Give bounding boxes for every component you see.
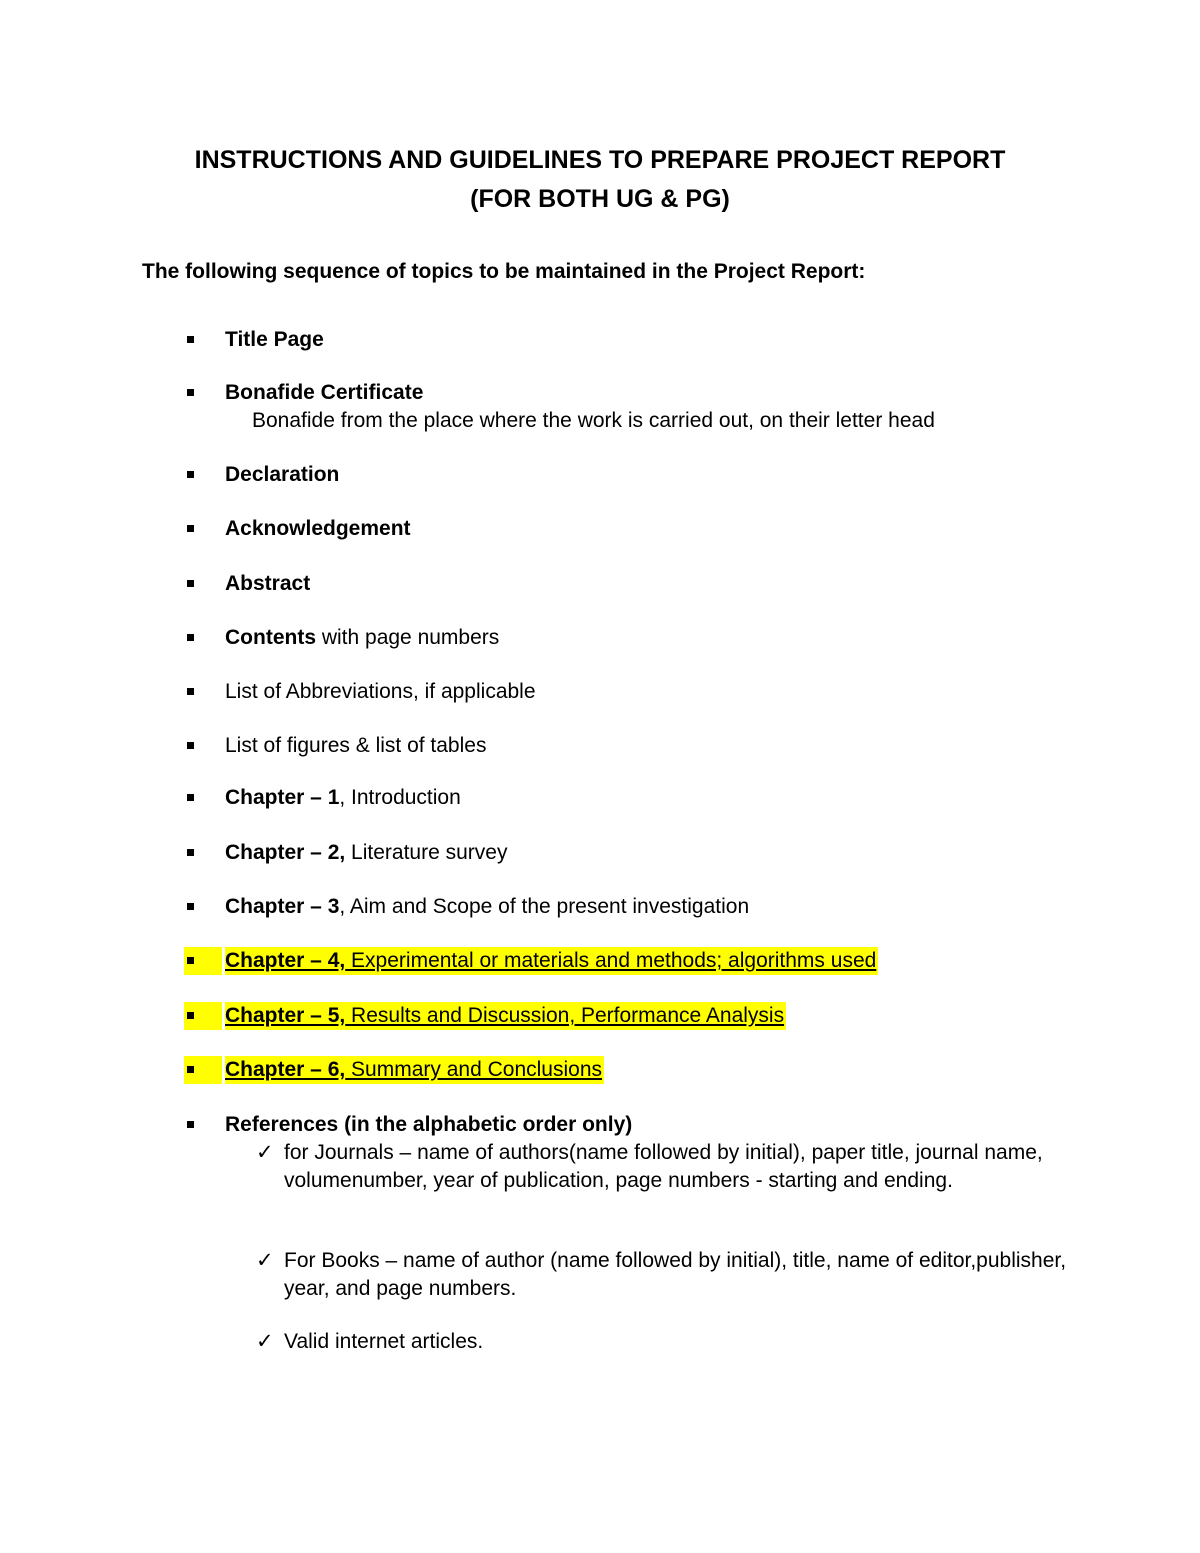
bullet-icon	[187, 1066, 194, 1073]
reference-internet-text: Valid internet articles.	[284, 1330, 484, 1353]
item-bold: Acknowledgement	[225, 517, 411, 540]
bullet-icon	[187, 471, 194, 478]
bullet-icon	[187, 688, 194, 695]
item-text: Results and Discussion, Performance Analysis	[345, 1004, 785, 1027]
document-title-line-1: INSTRUCTIONS AND GUIDELINES TO PREPARE PROJECT REPORT	[194, 146, 1006, 174]
item-bold: Abstract	[225, 572, 311, 595]
bullet-icon	[187, 794, 194, 801]
item-bold: Chapter – 4,	[225, 949, 346, 972]
item-bold: Contents	[225, 626, 316, 649]
bullet-icon	[187, 634, 194, 641]
bullet-icon	[187, 336, 194, 343]
bullet-icon	[187, 957, 194, 964]
checkmark-icon: ✓	[256, 1330, 274, 1353]
bullet-icon	[187, 389, 194, 396]
bullet-icon	[187, 903, 194, 910]
item-text: Literature survey	[345, 841, 508, 864]
item-bold: Bonafide Certificate	[225, 381, 424, 404]
item-bold: Chapter – 5,	[225, 1004, 346, 1027]
bullet-icon	[187, 1121, 194, 1128]
item-bold: Title Page	[225, 328, 324, 351]
item-text: , Aim and Scope of the present investigation	[339, 895, 750, 918]
item-bold: References (in the alphabetic order only)	[225, 1113, 633, 1136]
item-text: List of Abbreviations, if applicable	[225, 680, 536, 703]
bullet-icon	[187, 742, 194, 749]
reference-books-text: For Books – name of author (name followed by initial), title, name of editor,publisher, year, and page numbers.	[284, 1249, 1067, 1300]
item-subtext: Bonafide from the place where the work is carried out, on their letter head	[252, 409, 935, 432]
item-text: Experimental or materials and methods; algorithms used	[345, 949, 877, 972]
item-text: , Introduction	[339, 786, 461, 809]
item-bold: Chapter – 1	[225, 786, 340, 809]
checkmark-icon: ✓	[256, 1141, 274, 1164]
item-bold: Chapter – 2,	[225, 841, 346, 864]
item-bold: Chapter – 3	[225, 895, 340, 918]
item-bold: Declaration	[225, 463, 340, 486]
bullet-icon	[187, 849, 194, 856]
reference-journals-text: for Journals – name of authors(name followed by initial), paper title, journal name, volumenumber, year of publication, page numbers - starting and ending.	[284, 1141, 1043, 1192]
item-text: Summary and Conclusions	[345, 1058, 602, 1081]
item-text: with page numbers	[316, 626, 500, 649]
intro-text: The following sequence of topics to be maintained in the Project Report:	[142, 260, 866, 283]
item-bold: Chapter – 6,	[225, 1058, 346, 1081]
item-text: List of figures & list of tables	[225, 734, 487, 757]
bullet-icon	[187, 580, 194, 587]
checkmark-icon: ✓	[256, 1249, 274, 1272]
bullet-icon	[187, 525, 194, 532]
document-title-line-2: (FOR BOTH UG & PG)	[470, 185, 730, 213]
bullet-icon	[187, 1012, 194, 1019]
